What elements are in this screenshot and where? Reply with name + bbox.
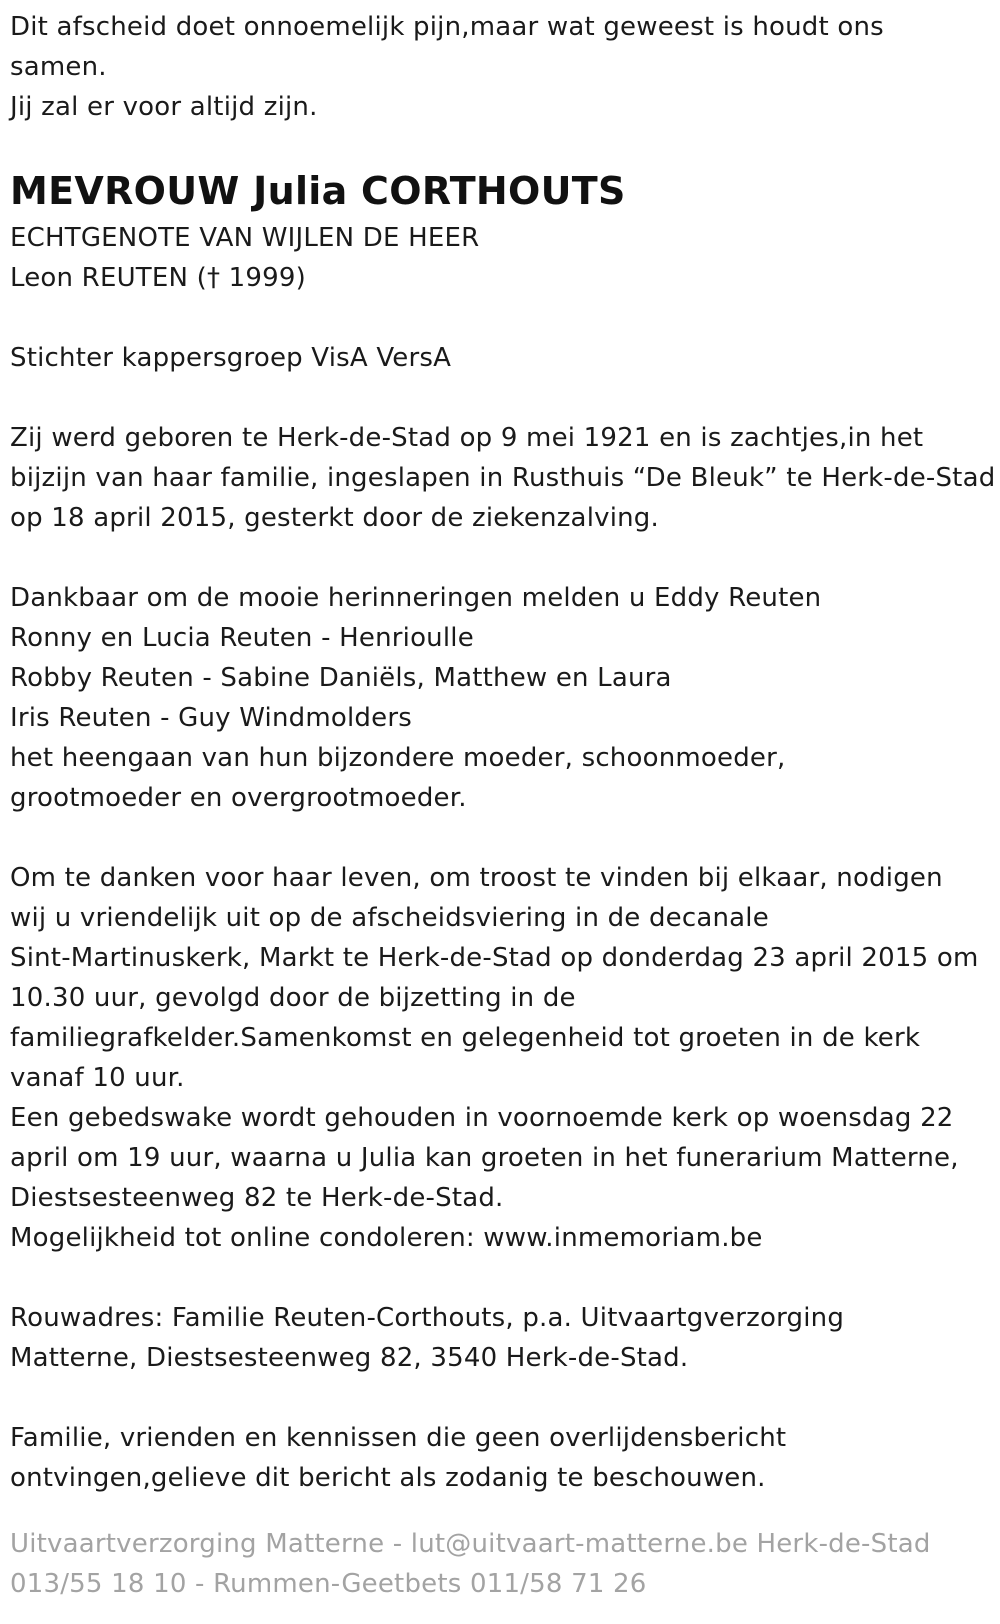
address-text	[10, 1298, 990, 1378]
spouse-line: ECHTGENOTE VAN WIJLEN DE HEER	[10, 223, 480, 253]
intro-line: Jij zal er voor altijd zijn.	[10, 92, 318, 122]
ceremony-line: vanaf 10 uur.	[10, 1063, 185, 1093]
birth-death-text	[10, 418, 996, 538]
ceremony-line: wij u vriendelijk uit op de afscheidsviering in de decanale	[10, 903, 769, 933]
family-line: Iris Reuten - Guy Windmolders	[10, 703, 412, 733]
footer-line: 013/55 18 10 - Rummen-Geetbets 011/58 71 26	[10, 1569, 647, 1599]
ceremony-line: Om te danken voor haar leven, om troost te vinden bij elkaar, nodigen	[10, 863, 943, 893]
birth-death-line: bijzijn van haar familie, ingeslapen in Rusthuis “De Bleuk” te Herk-de-Stad	[10, 463, 996, 493]
family-line: grootmoeder en overgrootmoeder.	[10, 783, 467, 813]
birth-death-line: op 18 april 2015, gesterkt door de ziekenzalving.	[10, 503, 659, 533]
ceremony-line: Een gebedswake wordt gehouden in voornoemde kerk op woensdag 22	[10, 1103, 954, 1133]
family-text	[10, 578, 990, 818]
funeral-home-footer	[10, 1524, 990, 1604]
intro-line: Dit afscheid doet onnoemelijk pijn,maar wat geweest is houdt ons	[10, 12, 884, 42]
spouse-line: Leon REUTEN († 1999)	[10, 263, 306, 293]
family-line: Dankbaar om de mooie herinneringen melden u Eddy Reuten	[10, 583, 822, 613]
spouse-info	[10, 218, 990, 298]
footer-line: Uitvaartverzorging Matterne - lut@uitvaart-matterne.be Herk-de-Stad	[10, 1529, 931, 1559]
ceremony-line: familiegrafkelder.Samenkomst en gelegenheid tot groeten in de kerk	[10, 1023, 921, 1053]
birth-death-line: Zij werd geboren te Herk-de-Stad op 9 mei 1921 en is zachtjes,in het	[10, 423, 924, 453]
family-line: het heengaan van hun bijzondere moeder, schoonmoeder,	[10, 743, 786, 773]
ceremony-line: Diestsesteenweg 82 te Herk-de-Stad.	[10, 1183, 504, 1213]
ceremony-line: 10.30 uur, gevolgd door de bijzetting in de	[10, 983, 576, 1013]
address-line: Matterne, Diestsesteenweg 82, 3540 Herk-de-Stad.	[10, 1343, 689, 1373]
notice-text	[10, 1418, 990, 1498]
family-line: Ronny en Lucia Reuten - Henrioulle	[10, 623, 474, 653]
family-line: Robby Reuten - Sabine Daniëls, Matthew en Laura	[10, 663, 672, 693]
intro-text	[10, 7, 990, 127]
notice-line: Familie, vrienden en kennissen die geen overlijdensbericht	[10, 1423, 787, 1453]
ceremony-line: april om 19 uur, waarna u Julia kan groeten in het funerarium Matterne,	[10, 1143, 959, 1173]
intro-line: samen.	[10, 52, 107, 82]
ceremony-line: Sint-Martinuskerk, Markt te Herk-de-Stad op donderdag 23 april 2015 om	[10, 943, 979, 973]
condolence-line: Mogelijkheid tot online condoleren: www.inmemoriam.be	[10, 1223, 763, 1253]
ceremony-text	[10, 858, 990, 1258]
address-line: Rouwadres: Familie Reuten-Corthouts, p.a. Uitvaartgverzorging	[10, 1303, 845, 1333]
deceased-name: MEVROUW Julia CORTHOUTS	[10, 169, 626, 213]
notice-line: ontvingen,gelieve dit bericht als zodanig te beschouwen.	[10, 1463, 766, 1493]
role-line: Stichter kappersgroep VisA VersA	[10, 343, 452, 373]
role-info	[10, 338, 990, 378]
